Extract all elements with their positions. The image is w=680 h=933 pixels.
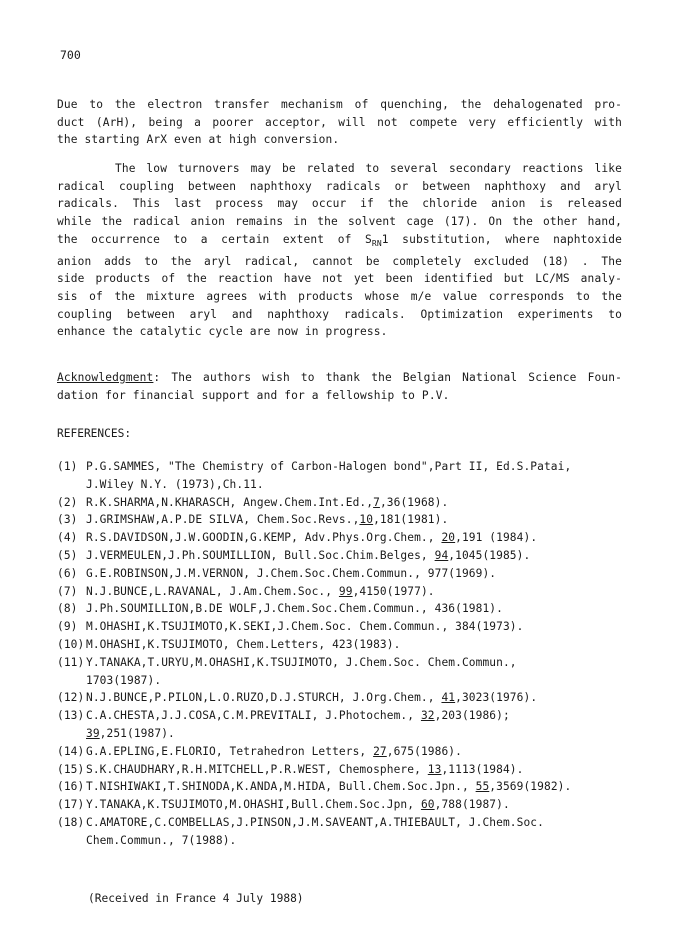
acknowledgment <box>57 369 622 404</box>
reference-item <box>57 494 657 512</box>
subscript: RN <box>371 238 382 248</box>
citation: R.S.DAVIDSON,J.W.GOODIN,G.KEMP, Adv.Phys.Org.Chem., <box>86 531 442 545</box>
citation: N.J.BUNCE,P.PILON,L.O.RUZO,D.J.STURCH, J.Org.Chem., <box>86 691 442 705</box>
reference-number: (15) <box>57 762 85 776</box>
text-line <box>57 369 622 387</box>
reference-number: (18) <box>57 815 85 829</box>
reference-number: (2) <box>57 495 78 509</box>
received-note: (Received in France 4 July 1988) <box>88 892 304 905</box>
reference-number: (11) <box>57 655 85 669</box>
reference-item <box>57 761 657 779</box>
references-heading: REFERENCES: <box>57 427 132 440</box>
citation: J.VERMEULEN,J.Ph.SOUMILLION, Bull.Soc.Chim.Belges, <box>86 548 435 562</box>
text-line: radical coupling between naphthoxy radicals or between naphthoxy and aryl <box>57 179 622 193</box>
volume: 7 <box>373 495 380 509</box>
text-fragment: : The authors wish to thank the Belgian National Science Foun- <box>153 371 622 384</box>
text-line: coupling between aryl and naphthoxy radicals. Optimization experiments to <box>57 307 622 321</box>
reference-text: Chem.Commun., 7(1988). <box>86 833 237 847</box>
citation: Y.TANAKA,K.TSUJIMOTO,M.OHASHI,Bull.Chem.Soc.Jpn, <box>86 798 421 812</box>
pages-year: ,191 (1984). <box>455 531 538 545</box>
volume: 55 <box>475 780 490 794</box>
reference-text <box>57 547 657 565</box>
reference-text <box>57 707 657 725</box>
text-line <box>57 231 622 253</box>
reference-text: G.E.ROBINSON,J.M.VERNON, J.Chem.Soc.Chem.Commun., 977(1969). <box>86 566 497 580</box>
reference-number: (16) <box>57 780 85 794</box>
reference-item <box>57 565 657 583</box>
reference-list <box>57 458 657 850</box>
text-line: side products of the reaction have not yet been identified but LC/MS analy- <box>57 272 622 286</box>
reference-text: J.Ph.SOUMILLION,B.DE WOLF,J.Chem.Soc.Chem.Commun., 436(1981). <box>86 602 503 616</box>
text-line: The low turnovers may be related to several secondary reactions like <box>115 162 622 175</box>
pages-year: ,203(1986); <box>434 709 510 723</box>
pages-year: ,4150(1977). <box>352 584 435 598</box>
reference-text <box>57 511 657 529</box>
volume: 41 <box>441 691 456 705</box>
pages-year: ,3023(1976). <box>455 691 538 705</box>
reference-number: (10) <box>57 637 85 651</box>
volume: 20 <box>441 531 456 545</box>
reference-text: 1703(1987). <box>86 673 162 687</box>
reference-item <box>57 458 657 494</box>
acknowledgment-label: Acknowledgment <box>57 371 154 384</box>
citation: G.A.EPLING,E.FLORIO, Tetrahedron Letters, <box>86 744 374 758</box>
page-number: 700 <box>60 48 81 62</box>
paragraph-turnovers <box>57 160 622 341</box>
reference-text <box>57 761 657 779</box>
reference-number: (4) <box>57 531 78 545</box>
citation: J.GRIMSHAW,A.P.DE SILVA, Chem.Soc.Revs., <box>86 513 360 527</box>
pages-year: ,181(1981). <box>373 513 449 527</box>
text-line: radicals. This last process may occur if the chloride anion is released <box>57 197 622 211</box>
pages-year: ,1045(1985). <box>448 548 531 562</box>
reference-text <box>57 689 657 707</box>
text-line: sis of the mixture agrees with products whose m/e value corresponds to the <box>57 289 622 303</box>
paragraph-quenching <box>57 96 622 149</box>
reference-text <box>57 725 657 743</box>
volume: 60 <box>420 798 435 812</box>
reference-text <box>57 778 657 796</box>
reference-item <box>57 814 657 850</box>
reference-text: Y.TANAKA,T.URYU,M.OHASHI,K.TSUJIMOTO, J.Chem.Soc. Chem.Commun., <box>86 655 517 669</box>
reference-text <box>57 743 657 761</box>
citation: C.A.CHESTA,J.J.COSA,C.M.PREVITALI, J.Photochem., <box>86 709 421 723</box>
reference-number: (5) <box>57 548 78 562</box>
reference-item <box>57 743 657 761</box>
reference-text: M.OHASHI,K.TSUJIMOTO,K.SEKI,J.Chem.Soc. Chem.Commun., 384(1973). <box>86 620 524 634</box>
reference-number: (9) <box>57 620 78 634</box>
text-fragment: 1 substitution, where naphtoxide <box>381 232 622 246</box>
pages-year: ,788(1987). <box>434 798 510 812</box>
reference-item <box>57 707 657 743</box>
reference-item <box>57 618 657 636</box>
reference-item <box>57 689 657 707</box>
reference-item <box>57 654 657 690</box>
pages-year: ,1113(1984). <box>441 762 524 776</box>
reference-item <box>57 547 657 565</box>
reference-number: (7) <box>57 584 78 598</box>
reference-number: (12) <box>57 691 85 705</box>
text-line: Due to the electron transfer mechanism of quenching, the dehalogenated pro- <box>57 98 622 111</box>
text-fragment: the occurrence to a certain extent of S <box>57 232 372 246</box>
reference-text: P.G.SAMMES, "The Chemistry of Carbon-Halogen bond",Part II, Ed.S.Patai, <box>86 460 572 473</box>
reference-text: C.AMATORE,C.COMBELLAS,J.PINSON,J.M.SAVEANT,A.THIEBAULT, J.Chem.Soc. <box>86 815 544 829</box>
reference-text: M.OHASHI,K.TSUJIMOTO, Chem.Letters, 423(1983). <box>86 637 401 651</box>
volume: 10 <box>359 513 374 527</box>
reference-number: (1) <box>57 460 78 473</box>
reference-number: (3) <box>57 513 78 527</box>
reference-number: (8) <box>57 602 78 616</box>
reference-item <box>57 796 657 814</box>
pages-year: ,36(1968). <box>379 495 449 509</box>
text-line: while the radical anion remains in the solvent cage (17). On the other hand, <box>57 215 622 229</box>
reference-text <box>57 796 657 814</box>
reference-text <box>57 494 657 512</box>
text-line: dation for financial support and for a fellowship to P.V. <box>57 388 450 402</box>
volume: 94 <box>434 548 449 562</box>
volume: 39 <box>86 726 100 740</box>
citation: N.J.BUNCE,L.RAVANAL, J.Am.Chem.Soc., <box>86 584 339 598</box>
reference-number: (13) <box>57 709 85 723</box>
reference-text: J.Wiley N.Y. (1973),Ch.11. <box>86 477 264 491</box>
reference-item <box>57 636 657 654</box>
volume: 27 <box>373 744 387 758</box>
reference-number: (6) <box>57 566 78 580</box>
reference-number: (14) <box>57 744 85 758</box>
pages-year: ,3569(1982). <box>489 780 572 794</box>
text-line: duct (ArH), being a poorer acceptor, will not compete very efficiently with <box>57 115 622 129</box>
reference-item <box>57 529 657 547</box>
reference-item <box>57 583 657 601</box>
pages-year: ,675(1986). <box>386 744 462 758</box>
text-line: anion adds to the aryl radical, cannot be completely excluded (18) . The <box>57 254 622 268</box>
citation: S.K.CHAUDHARY,R.H.MITCHELL,P.R.WEST, Chemosphere, <box>86 762 428 776</box>
pages-year: ,251(1987). <box>99 726 175 740</box>
text-line: the starting ArX even at high conversion. <box>57 133 340 147</box>
reference-item <box>57 778 657 796</box>
reference-number: (17) <box>57 798 85 812</box>
citation: R.K.SHARMA,N.KHARASCH, Angew.Chem.Int.Ed., <box>86 495 374 509</box>
text-line: enhance the catalytic cycle are now in progress. <box>57 325 388 339</box>
reference-item <box>57 600 657 618</box>
volume: 99 <box>338 584 353 598</box>
reference-text <box>57 583 657 601</box>
reference-text <box>57 529 657 547</box>
citation: T.NISHIWAKI,T.SHINODA,K.ANDA,M.HIDA, Bull.Chem.Soc.Jpn., <box>86 780 476 794</box>
volume: 32 <box>420 709 435 723</box>
volume: 13 <box>427 762 442 776</box>
reference-item <box>57 511 657 529</box>
